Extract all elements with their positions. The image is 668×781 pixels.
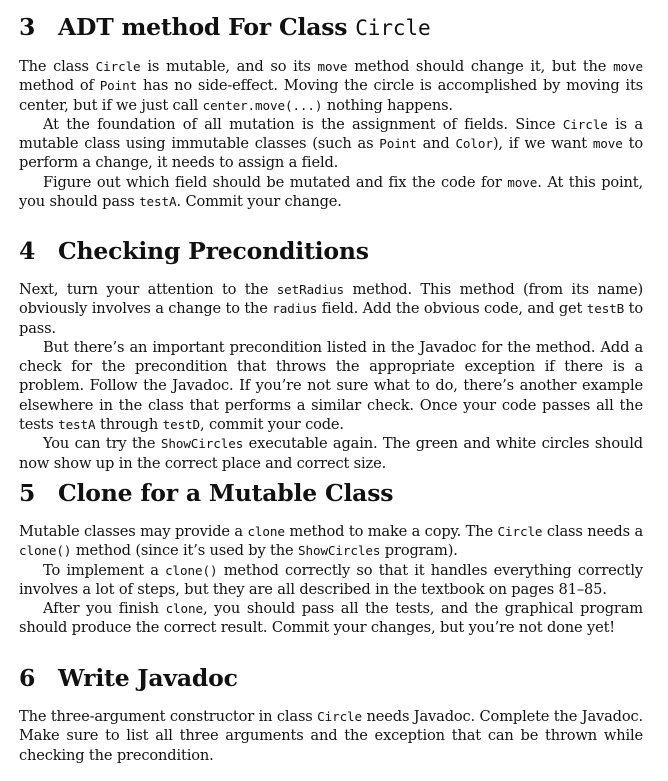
- section-number: 3: [19, 13, 36, 41]
- section-number: 4: [19, 237, 36, 265]
- text-run: through: [95, 416, 163, 434]
- inline-code: move: [613, 59, 643, 74]
- inline-code: ShowCircles: [160, 436, 244, 452]
- section-6: [19, 661, 643, 765]
- inline-code: clone(): [19, 543, 72, 559]
- inline-code: Point: [99, 78, 138, 94]
- paragraph: [19, 338, 643, 434]
- text-run: Figure out which field should be mutated and fix the code for: [43, 173, 508, 191]
- paragraph: [19, 434, 643, 473]
- text-run: method to make a copy. The: [284, 523, 498, 540]
- section-number: 6: [19, 664, 36, 692]
- inline-code: Circle: [317, 709, 363, 724]
- text-run: needs Javadoc. Complete the Javadoc. Make sure to list all three arguments and the exception that can be thrown while checking the precondition.: [19, 708, 643, 764]
- inline-code: center.move(...): [202, 97, 323, 113]
- text-run: , you should pass all the tests, and the graphical program should produce the correct result. Commit your changes, but you’re not done yet!: [19, 600, 644, 637]
- inline-code: Circle: [497, 524, 543, 539]
- paragraph: [19, 57, 643, 115]
- text-run: and: [416, 135, 456, 153]
- inline-code: Point: [379, 136, 417, 152]
- text-run: field. Add the obvious code, and get: [317, 300, 587, 318]
- section-heading: [19, 476, 643, 510]
- section-4: [19, 234, 643, 473]
- section-heading: [19, 234, 643, 268]
- paragraph: [19, 522, 643, 561]
- text-run: has no side-effect. Moving the circle is accomplished by moving its center, but if we just call: [19, 77, 643, 114]
- section-3: [19, 10, 643, 211]
- text-run: to perform a change, it needs to assign a field.: [19, 135, 643, 172]
- inline-code: testD: [162, 417, 201, 433]
- section-heading: [19, 10, 643, 45]
- text-run: . At this point, you should pass: [19, 173, 643, 211]
- paragraph: [19, 707, 643, 765]
- text-run: method should change it, but the: [347, 58, 614, 75]
- paragraph: [19, 115, 643, 173]
- paragraph: [19, 280, 643, 338]
- text-run: nothing happens.: [322, 96, 453, 114]
- text-run: ), if we want: [492, 135, 593, 153]
- text-run: is a mutable class using immutable classes (such as: [19, 115, 643, 153]
- text-run: After you finish: [43, 600, 166, 618]
- section-title: ADT method For Class: [58, 13, 348, 41]
- inline-code: Circle: [95, 59, 141, 74]
- paragraph: [19, 561, 643, 600]
- text-run: At the foundation of all mutation is the assignment of fields. Since: [43, 115, 563, 133]
- inline-code: testA: [139, 194, 177, 210]
- text-run: But there’s an important precondition listed in the Javadoc for the method. Add a check for the precondition that throws the appropriate exception if there is a problem. Follow the Javadoc. If you’re not sure what to do, there’s another example elsewhere in the class that performs a similar check. Once your code passes all the tests: [19, 338, 643, 434]
- inline-code: testA: [58, 417, 96, 433]
- text-run: executable again. The green and white circles should now show up in the correct place and correct size.: [19, 435, 644, 472]
- inline-code: setRadius: [276, 282, 345, 297]
- inline-code: move: [317, 59, 348, 74]
- section-title: Checking Preconditions: [58, 237, 369, 265]
- section-5: [19, 476, 643, 638]
- text-run: method of: [19, 77, 100, 95]
- inline-code: move: [507, 174, 538, 190]
- text-run: to pass.: [19, 300, 644, 337]
- text-run: Next, turn your attention to the: [19, 281, 277, 298]
- text-run: is mutable, and so its: [140, 58, 318, 75]
- inline-code: ShowCircles: [298, 543, 381, 559]
- text-run: The three-argument constructor in class: [19, 708, 318, 725]
- inline-code: Circle: [562, 116, 608, 132]
- section-number: 5: [19, 479, 36, 507]
- section-heading: [19, 661, 643, 695]
- inline-code: move: [592, 136, 623, 152]
- text-run: class needs a: [542, 523, 644, 540]
- section-title: Write Javadoc: [58, 664, 238, 692]
- inline-code: clone(): [165, 562, 218, 578]
- inline-code: radius: [272, 301, 318, 317]
- text-run: program).: [380, 542, 458, 560]
- paragraph: [19, 599, 643, 638]
- inline-code: clone: [247, 524, 285, 539]
- text-run: , commit your code.: [200, 416, 344, 434]
- text-run: To implement a: [43, 561, 166, 579]
- text-run: method correctly so that it handles everything correctly involves a lot of steps, but they are all described in the textbook on pages 81–85.: [19, 561, 643, 598]
- text-run: The class: [19, 58, 96, 75]
- paragraph: [19, 173, 643, 212]
- inline-code: testB: [586, 301, 625, 317]
- inline-code: Color: [455, 136, 493, 152]
- section-title-code: Circle: [355, 16, 431, 40]
- section-title: Clone for a Mutable Class: [58, 479, 394, 507]
- text-run: You can try the: [43, 435, 161, 453]
- text-run: . Commit your change.: [176, 193, 342, 211]
- text-run: method (since it’s used by the: [71, 542, 298, 560]
- text-run: method. This method (from its name) obviously involves a change to the: [19, 281, 643, 318]
- inline-code: clone: [165, 601, 203, 617]
- text-run: Mutable classes may provide a: [19, 523, 248, 540]
